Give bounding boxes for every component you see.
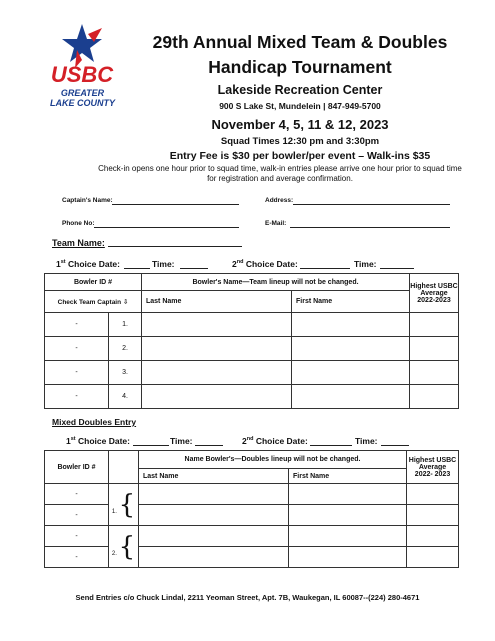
- arrow-down-icon: ⇩: [122, 298, 129, 306]
- entry-fee: Entry Fee is $30 per bowler/per event – Walk-ins $35: [169, 150, 431, 162]
- doubles-first-choice-time-label: Time:: [170, 436, 193, 446]
- team-entry-table: [44, 273, 459, 409]
- second-choice-date-field[interactable]: [300, 268, 350, 269]
- pair-number: 2. {: [109, 526, 139, 568]
- average-cell[interactable]: [410, 361, 459, 385]
- row-number: 3.: [109, 361, 142, 385]
- row-number: 4.: [109, 385, 142, 409]
- title-line-2: Handicap Tournament: [208, 57, 392, 77]
- last-name-cell[interactable]: [142, 313, 292, 337]
- doubles-bowler-id-header: Bowler ID #: [45, 451, 109, 484]
- email-field[interactable]: [290, 227, 450, 228]
- average-cell[interactable]: [410, 337, 459, 361]
- first-choice-label: 1st Choice Date:: [56, 259, 120, 269]
- venue: Lakeside Recreation Center: [217, 83, 383, 97]
- first-name-cell[interactable]: [292, 361, 410, 385]
- first-choice-date-field[interactable]: [124, 268, 150, 269]
- doubles-entry-table: [44, 450, 459, 568]
- doubles-row: [45, 547, 459, 568]
- first-name-cell[interactable]: [289, 547, 407, 568]
- doubles-second-choice-time-label: Time:: [355, 436, 378, 446]
- second-choice-label: 2nd Choice Date:: [232, 259, 298, 269]
- address-field[interactable]: [293, 204, 450, 205]
- address-label: Address:: [265, 197, 294, 204]
- star-logo-icon: [30, 20, 135, 90]
- bowler-id-cell[interactable]: -: [45, 547, 109, 568]
- logo-line-greater: GREATER: [60, 88, 105, 98]
- doubles-row: [45, 505, 459, 526]
- tournament-dates: November 4, 5, 11 & 12, 2023: [211, 117, 389, 132]
- last-name-cell[interactable]: [139, 484, 289, 505]
- pair-number: 1. {: [109, 484, 139, 526]
- second-choice-time-label: Time:: [354, 259, 377, 269]
- svg-text:USBC: USBC: [50, 62, 114, 87]
- doubles-highest-average-header: Highest USBC Average 2022- 2023: [407, 451, 459, 484]
- last-name-cell[interactable]: [142, 337, 292, 361]
- bowler-name-header: Bowler's Name—Team lineup will not be changed.: [142, 274, 410, 291]
- doubles-first-choice-label: 1st Choice Date:: [66, 436, 130, 446]
- bowler-id-cell[interactable]: -: [45, 385, 109, 409]
- doubles-first-choice-time-field[interactable]: [195, 445, 223, 446]
- checkin-notice: Check-in opens one hour prior to squad time, walk-in entries please arrive one hour prior to squad time for registration and average confirmation.: [98, 164, 462, 183]
- doubles-row: [45, 526, 459, 547]
- highest-average-header: Highest USBC Average 2022-2023: [410, 274, 459, 313]
- last-name-cell[interactable]: [139, 505, 289, 526]
- captain-name-field[interactable]: [112, 204, 239, 205]
- last-name-cell[interactable]: [139, 526, 289, 547]
- bowler-id-header: Bowler ID #: [45, 274, 142, 291]
- email-label: E-Mail:: [265, 220, 287, 227]
- venue-address: 900 S Lake St, Mundelein | 847-949-5700: [219, 101, 381, 111]
- phone-label: Phone No:: [62, 220, 95, 227]
- brace-icon: {: [118, 531, 136, 562]
- first-choice-time-label: Time:: [152, 259, 175, 269]
- first-name-cell[interactable]: [292, 313, 410, 337]
- phone-field[interactable]: [94, 227, 239, 228]
- doubles-last-name-header: Last Name: [139, 469, 289, 484]
- doubles-row: [45, 484, 459, 505]
- doubles-second-choice-time-field[interactable]: [381, 445, 409, 446]
- first-name-cell[interactable]: [289, 526, 407, 547]
- team-row: [45, 337, 459, 361]
- first-name-header: First Name: [292, 291, 410, 313]
- team-row: [45, 361, 459, 385]
- doubles-first-name-header: First Name: [289, 469, 407, 484]
- team-row: [45, 385, 459, 409]
- doubles-spacer: [109, 451, 139, 484]
- bowler-id-cell[interactable]: -: [45, 505, 109, 526]
- mailing-footer: Send Entries c/o Chuck Lindal, 2211 Yeoman Street, Apt. 7B, Waukegan, IL 60087--(224) 280-4671: [75, 593, 420, 602]
- first-name-cell[interactable]: [289, 505, 407, 526]
- average-cell[interactable]: [410, 313, 459, 337]
- bowler-id-cell[interactable]: -: [45, 361, 109, 385]
- mixed-doubles-heading: Mixed Doubles Entry: [52, 417, 137, 427]
- title-line-1: 29th Annual Mixed Team & Doubles: [152, 32, 448, 52]
- average-cell[interactable]: [407, 505, 459, 526]
- doubles-first-choice-date-field[interactable]: [133, 445, 169, 446]
- average-cell[interactable]: [410, 385, 459, 409]
- second-choice-time-field[interactable]: [380, 268, 414, 269]
- team-name-field[interactable]: [108, 246, 242, 247]
- row-number: 2.: [109, 337, 142, 361]
- average-cell[interactable]: [407, 526, 459, 547]
- bowler-id-cell[interactable]: -: [45, 484, 109, 505]
- squad-times: Squad Times 12:30 pm and 3:30pm: [220, 136, 380, 147]
- bowler-id-cell[interactable]: -: [45, 337, 109, 361]
- first-name-cell[interactable]: [289, 484, 407, 505]
- last-name-cell[interactable]: [142, 385, 292, 409]
- row-number: 1.: [109, 313, 142, 337]
- bowler-id-cell[interactable]: -: [45, 313, 109, 337]
- average-cell[interactable]: [407, 547, 459, 568]
- doubles-name-header: Name Bowler's—Doubles lineup will not be changed.: [139, 451, 407, 469]
- captain-name-label: Captain's Name:: [62, 197, 113, 204]
- brace-icon: {: [118, 489, 136, 520]
- first-choice-time-field[interactable]: [180, 268, 208, 269]
- bowler-id-cell[interactable]: -: [45, 526, 109, 547]
- team-row: [45, 313, 459, 337]
- last-name-cell[interactable]: [142, 361, 292, 385]
- team-name-label: Team Name:: [52, 238, 105, 248]
- check-captain-header: Check Team Captain ⇩: [45, 291, 142, 313]
- first-name-cell[interactable]: [292, 385, 410, 409]
- last-name-cell[interactable]: [139, 547, 289, 568]
- doubles-second-choice-date-field[interactable]: [310, 445, 352, 446]
- logo-line-lake-county: LAKE COUNTY: [50, 98, 115, 108]
- last-name-header: Last Name: [142, 291, 292, 313]
- first-name-cell[interactable]: [292, 337, 410, 361]
- usbc-logo: [30, 20, 135, 120]
- average-cell[interactable]: [407, 484, 459, 505]
- doubles-second-choice-label: 2nd Choice Date:: [242, 436, 308, 446]
